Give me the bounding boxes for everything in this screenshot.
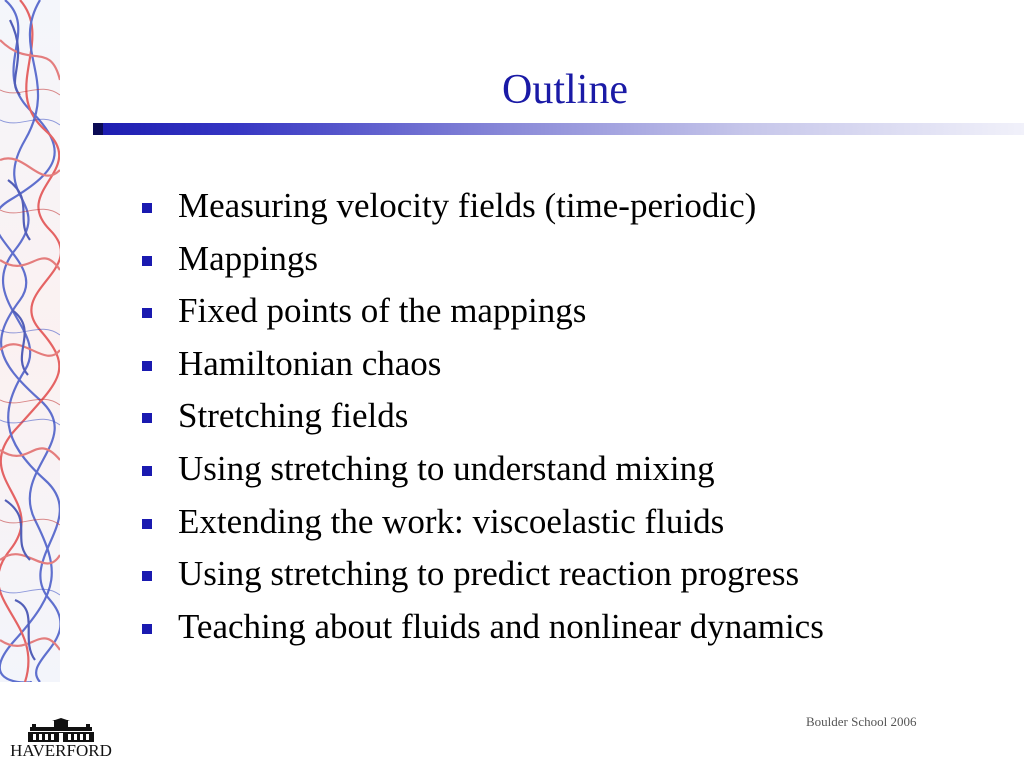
list-item [138,338,824,391]
square-bullet-icon [142,571,152,581]
haverford-logo [6,718,116,764]
list-item [138,548,824,601]
square-bullet-icon [142,466,152,476]
slide-title: Outline [502,67,628,113]
list-item-text: Teaching about fluids and nonlinear dynamics [178,606,824,646]
list-item [138,443,824,496]
list-item-text: Fixed points of the mappings [178,291,587,331]
square-bullet-icon [142,519,152,529]
list-item-text: Stretching fields [178,396,409,436]
list-item-text: Using stretching to understand mixing [178,448,715,488]
footer-text: Boulder School 2006 [806,714,917,729]
outline-list [138,180,824,653]
list-item [138,390,824,443]
list-item [138,285,824,338]
list-item-text: Hamiltonian chaos [178,343,442,383]
square-bullet-icon [142,624,152,634]
fluid-pattern-image [0,0,60,682]
list-item-text: Using stretching to predict reaction progress [178,554,800,594]
list-item-text: Measuring velocity fields (time-periodic) [178,186,757,225]
list-item [138,601,824,654]
title-underline-bar [93,123,1024,135]
list-item [138,233,824,286]
square-bullet-icon [142,308,152,318]
square-bullet-icon [142,256,152,266]
list-item [138,180,824,233]
fluid-pattern-strip [0,0,60,682]
list-item [138,496,824,549]
square-bullet-icon [142,361,152,371]
square-bullet-icon [142,203,152,213]
list-item-text: Mappings [178,238,318,278]
logo-wordmark: HAVERFORD [10,741,112,760]
square-bullet-icon [142,413,152,423]
list-item-text: Extending the work: viscoelastic fluids [178,501,725,541]
